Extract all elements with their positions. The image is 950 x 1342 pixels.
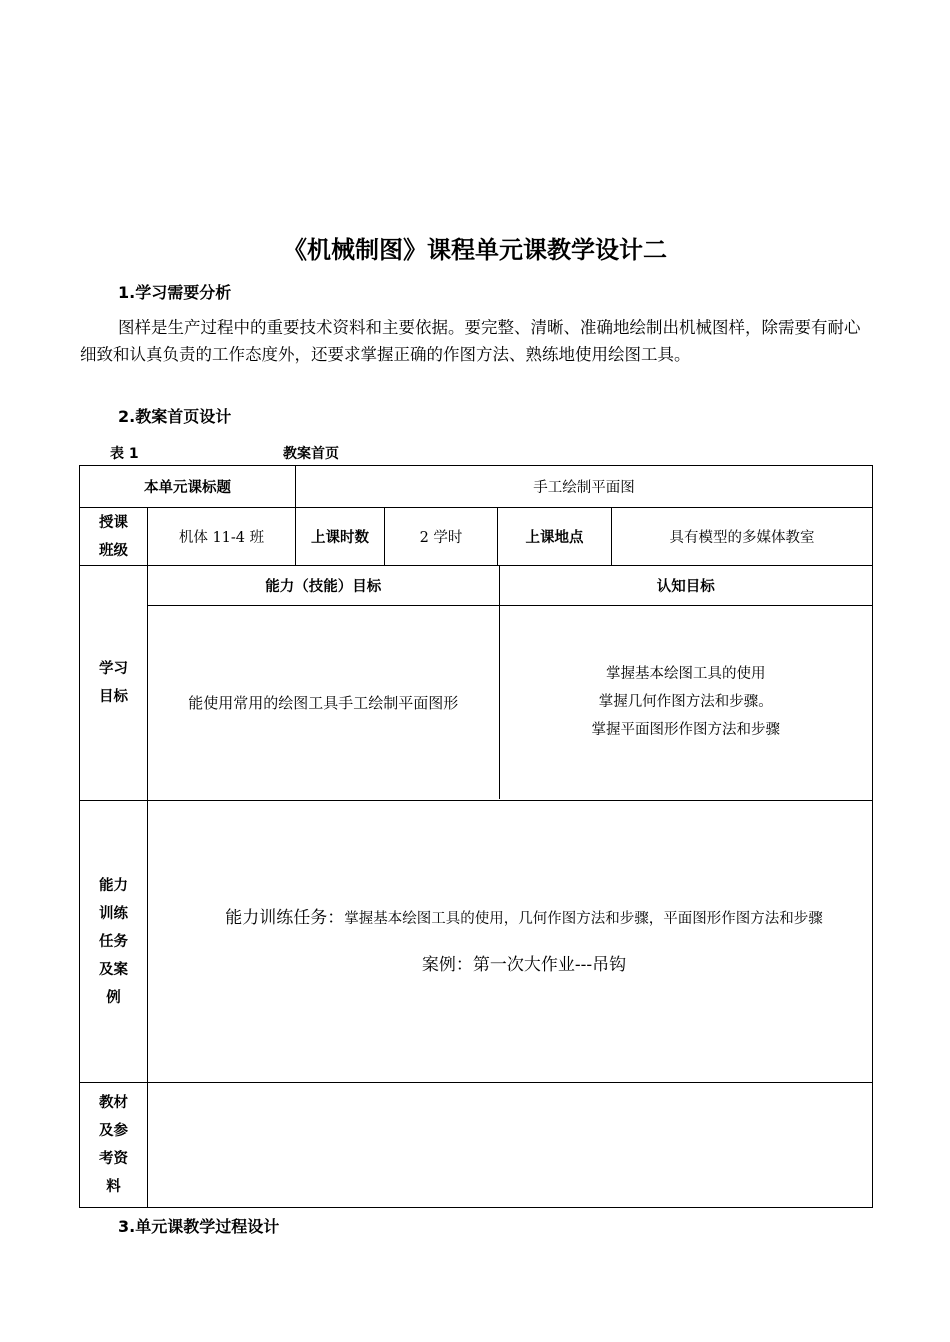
topic-row [80, 466, 873, 508]
cognitive-goal-list [499, 605, 872, 799]
training-task-text: 掌握基本绘图工具的使用，几何作图方法和步骤，平面图形作图方法和步骤 [344, 911, 823, 927]
class-value: 机体 11-4 班 [148, 508, 296, 566]
materials-value [148, 1083, 873, 1208]
topic-label: 本单元课标题 [80, 466, 296, 508]
section-1-paragraph: 图样是生产过程中的重要技术资料和主要依据。要完整、清晰、准确地绘制出机械图样，除需要有耐心细致和认真负责的工作态度外，还要求掌握正确的作图方法、熟练地使用绘图工具。 [80, 318, 861, 364]
section-3-heading: 3.单元课教学过程设计 [118, 1217, 280, 1236]
place-label: 上课地点 [498, 508, 612, 566]
case-text: 案例：第一次大作业---吊钩 [421, 955, 627, 975]
cognitive-goal-item: 掌握几何作图方法和步骤。 [598, 694, 773, 711]
ability-goal-text: 能使用常用的绘图工具手工绘制平面图形 [148, 605, 499, 799]
table-caption: 教案首页 [283, 446, 339, 462]
training-content [148, 801, 873, 1083]
cognitive-goal-item: 掌握基本绘图工具的使用 [606, 666, 766, 683]
lesson-plan-table [79, 465, 873, 1208]
training-row [80, 801, 873, 1083]
cognitive-goal-item: 掌握平面图形作图方法和步骤 [591, 722, 780, 739]
materials-row [80, 1083, 873, 1208]
goals-inner-table [148, 566, 872, 799]
hours-label: 上课时数 [296, 508, 385, 566]
training-label: 能力训练任务及案例 [80, 801, 148, 1083]
goals-content [148, 566, 873, 801]
section-1-heading: 1.学习需要分析 [118, 283, 232, 302]
training-task-prefix: 能力训练任务： [225, 908, 345, 928]
ability-goal-header: 能力（技能）目标 [148, 566, 499, 605]
document-title: 《机械制图》课程单元课教学设计二 [283, 236, 667, 264]
section-2-heading: 2.教案首页设计 [118, 407, 232, 426]
goals-row [80, 566, 873, 801]
place-value: 具有模型的多媒体教室 [612, 508, 873, 566]
class-label: 授课班级 [80, 508, 148, 566]
class-row [80, 508, 873, 566]
table-label: 表 1 [110, 446, 139, 462]
topic-value: 手工绘制平面图 [296, 466, 873, 508]
cognitive-goal-header: 认知目标 [499, 566, 872, 605]
goals-label: 学习目标 [80, 566, 148, 801]
materials-label: 教材及参考资料 [80, 1083, 148, 1208]
hours-value: 2 学时 [385, 508, 498, 566]
